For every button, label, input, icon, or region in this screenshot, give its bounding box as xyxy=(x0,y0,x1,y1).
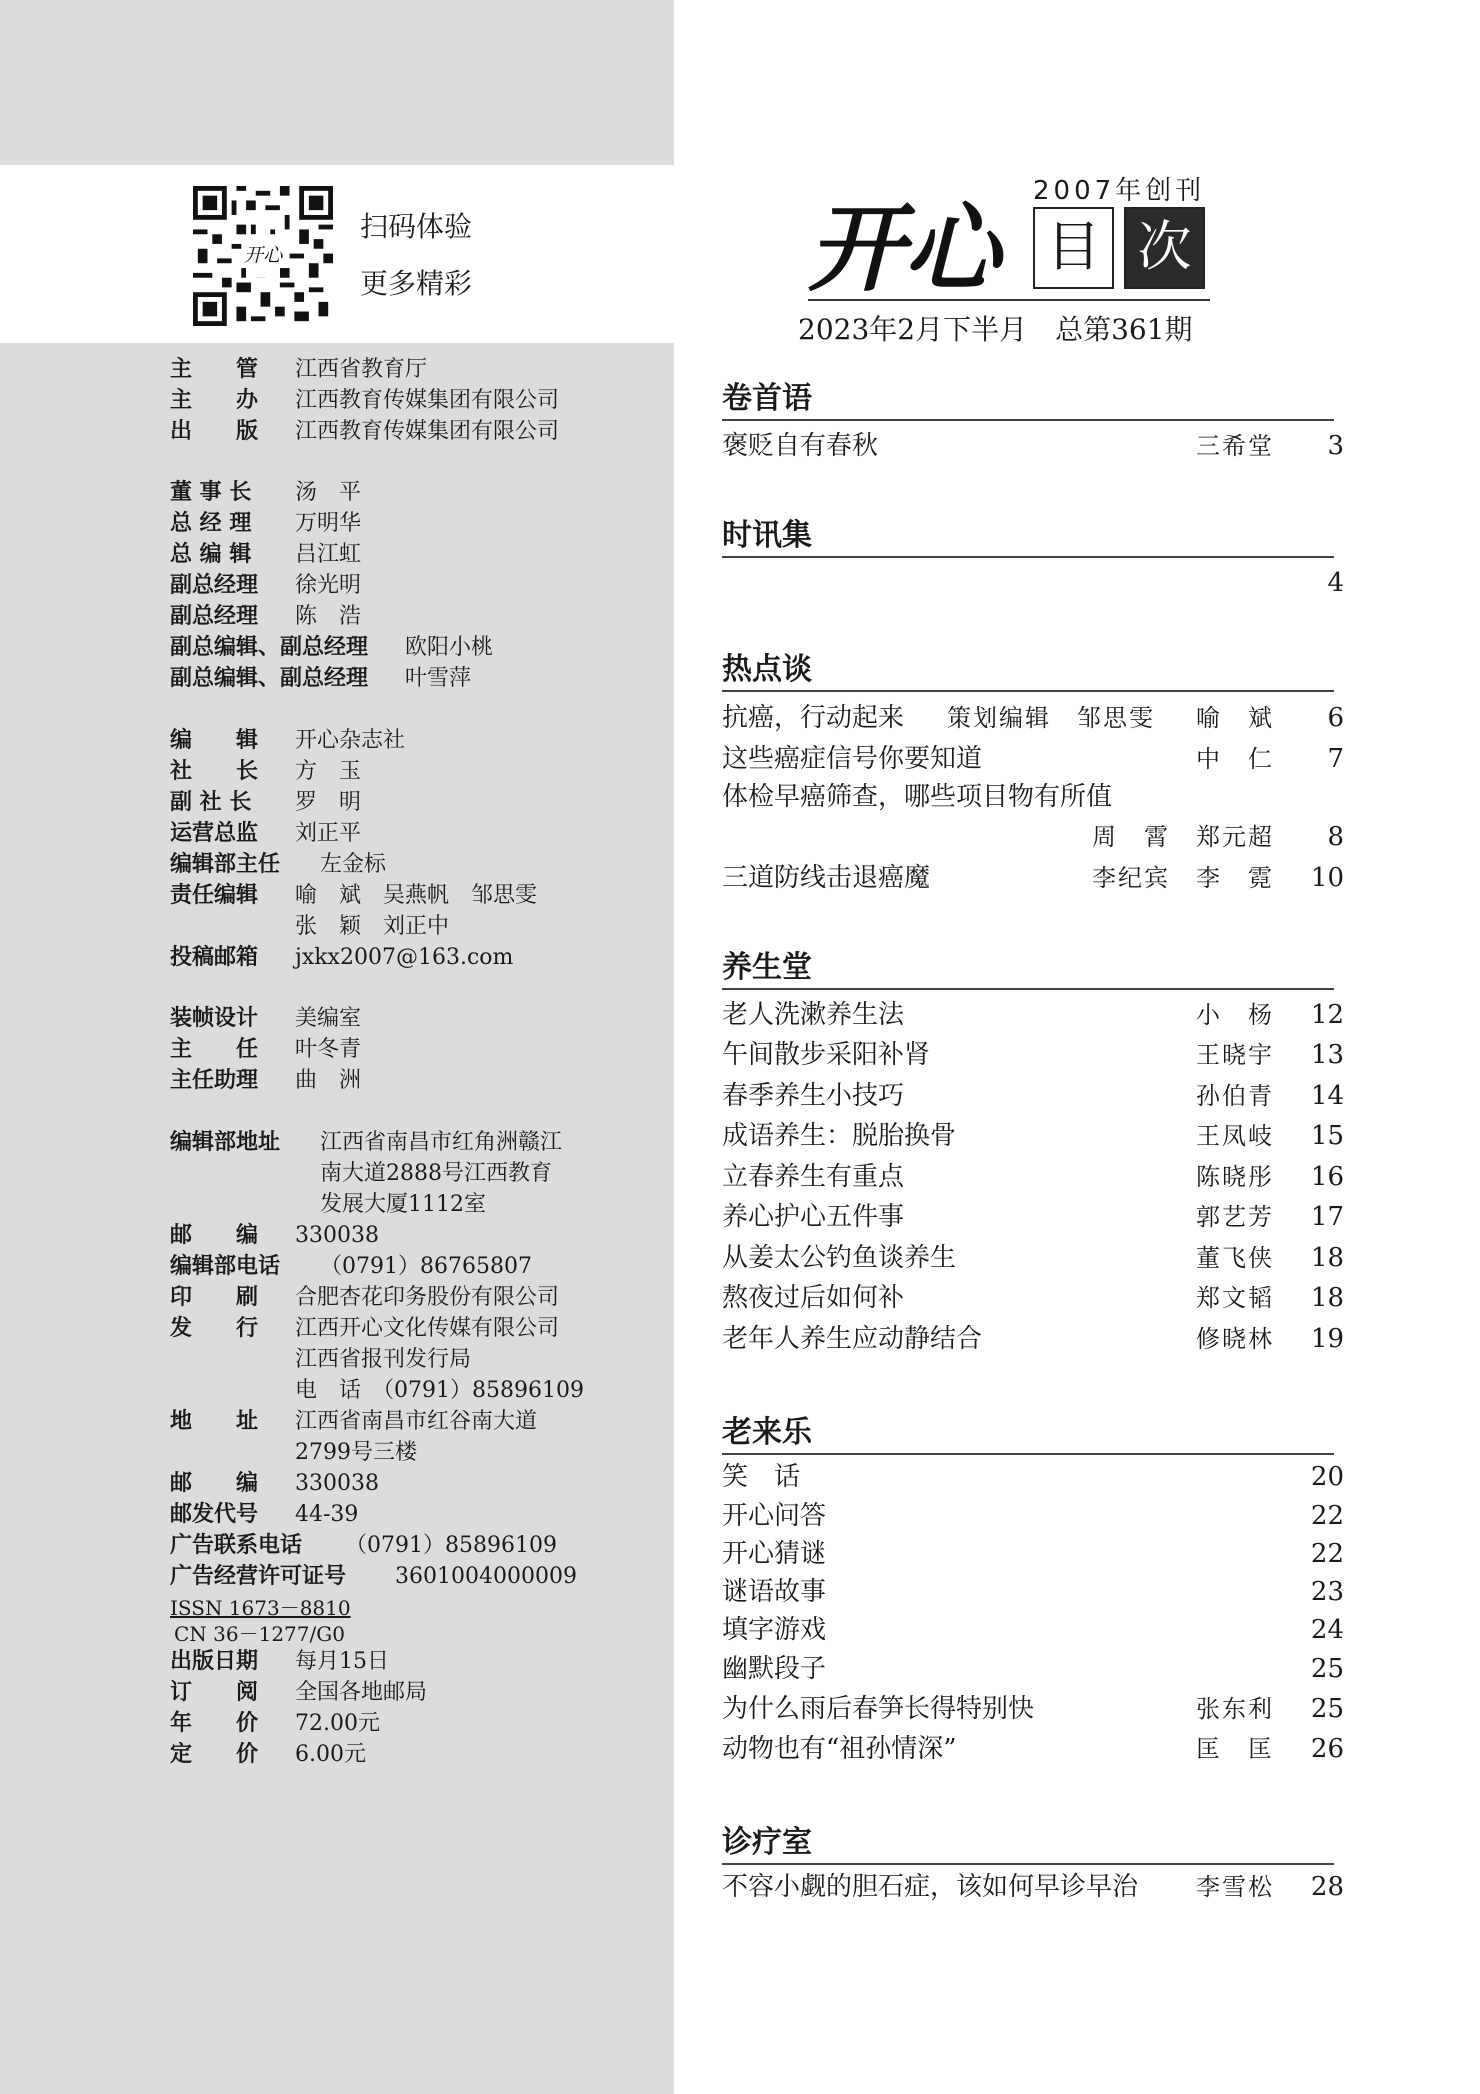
label-publish-date: 出版日期 xyxy=(170,1649,259,1674)
toc-item-page: 25 xyxy=(1310,1694,1344,1724)
label-deputy-gm-1: 副总经理 xyxy=(170,573,259,598)
kaixin-logo-icon xyxy=(808,190,1028,300)
label-editorial-director: 编辑部主任 xyxy=(170,852,281,877)
label-postal-code-number: 邮发代号 xyxy=(170,1502,259,1527)
value-distribution-phone: 电 话 （0791）85896109 xyxy=(295,1378,584,1403)
toc-item[interactable] xyxy=(722,1035,1344,1075)
toc-item[interactable] xyxy=(722,1867,1344,1907)
toc-item-title: 动物也有“祖孙情深” xyxy=(722,1734,957,1764)
value-postal-code-number: 44-39 xyxy=(295,1502,359,1527)
toc-item-author: 王凤岐 xyxy=(1196,1122,1274,1150)
label-deputy-editor-1: 副总编辑、副总经理 xyxy=(170,635,369,660)
value-general-manager: 万明华 xyxy=(295,511,362,536)
svg-text:开心: 开心 xyxy=(243,243,283,267)
toc-item-author: 小 杨 xyxy=(1196,1001,1274,1029)
label-subscription: 订 阅 xyxy=(170,1680,259,1705)
issue-info: 2023年2月下半月 总第361期 xyxy=(798,313,1193,346)
label-responsible-editors: 责任编辑 xyxy=(170,883,259,908)
toc-item-page: 19 xyxy=(1310,1324,1344,1354)
toc-item-page: 14 xyxy=(1310,1081,1344,1111)
toc-item-title: 为什么雨后春笋长得特别快 xyxy=(722,1694,1035,1724)
toc-item[interactable] xyxy=(722,698,1344,738)
qr-code-icon[interactable] xyxy=(193,186,333,326)
value-deputy-editor-1: 欧阳小桃 xyxy=(405,635,494,660)
value-printing: 合肥杏花印务股份有限公司 xyxy=(295,1285,560,1310)
label-president: 社 长 xyxy=(170,759,259,784)
value-publish-date: 每月15日 xyxy=(295,1649,389,1674)
toc-title xyxy=(1033,207,1205,285)
toc-item-page: 10 xyxy=(1310,863,1344,893)
toc-item-author: 三希堂 xyxy=(1196,432,1274,460)
toc-title-char-2: 次 xyxy=(1124,207,1205,289)
value-postcode-2: 330038 xyxy=(295,1471,379,1496)
header-rule xyxy=(808,299,1210,301)
toc-item-title: 这些癌症信号你要知道 xyxy=(722,744,983,774)
section-title-hot-topics: 热点谈 xyxy=(722,652,1334,692)
label-editorial-address: 编辑部地址 xyxy=(170,1130,281,1155)
label-chairman: 董 事 长 xyxy=(170,480,252,505)
toc-item-author: 孙伯青 xyxy=(1196,1082,1274,1110)
toc-item-page: 22 xyxy=(1310,1539,1344,1569)
label-director: 主 任 xyxy=(170,1037,259,1062)
toc-item-page: 26 xyxy=(1310,1734,1344,1764)
toc-item[interactable] xyxy=(722,1197,1344,1237)
toc-item[interactable] xyxy=(722,858,1344,898)
label-unit-price: 定 价 xyxy=(170,1742,259,1767)
label-postcode-2: 邮 编 xyxy=(170,1471,259,1496)
toc-item-author: 张东利 xyxy=(1196,1695,1274,1723)
value-address-2: 2799号三楼 xyxy=(295,1440,417,1465)
label-director-assistant: 主任助理 xyxy=(170,1068,259,1093)
value-director-assistant: 曲 洲 xyxy=(295,1068,362,1093)
value-operations-director: 刘正平 xyxy=(295,821,362,846)
toc-item-page: 23 xyxy=(1310,1577,1344,1607)
toc-item-author: 董飞侠 xyxy=(1196,1244,1274,1272)
toc-item-page: 18 xyxy=(1310,1243,1344,1273)
value-annual-price: 72.00元 xyxy=(295,1711,380,1736)
toc-item-page: 6 xyxy=(1327,703,1344,733)
value-deputy-gm-1: 徐光明 xyxy=(295,573,362,598)
label-general-manager: 总 经 理 xyxy=(170,511,252,536)
toc-item-page: 7 xyxy=(1327,744,1344,774)
toc-item-page: 13 xyxy=(1310,1040,1344,1070)
label-postcode-1: 邮 编 xyxy=(170,1223,259,1248)
value-editorial-phone: （0791）86765807 xyxy=(320,1254,532,1279)
toc-item-title: 成语养生：脱胎换骨 xyxy=(722,1121,957,1151)
toc-item[interactable] xyxy=(722,1157,1344,1197)
toc-item-author: 喻 斌 xyxy=(1196,704,1274,732)
toc-item[interactable] xyxy=(722,426,1344,466)
toc-item-page: 4 xyxy=(1327,568,1344,598)
toc-item-page: 18 xyxy=(1310,1283,1344,1313)
value-president: 方 玉 xyxy=(295,759,362,784)
left-top-band xyxy=(0,0,674,165)
toc-item[interactable] xyxy=(722,1729,1344,1769)
toc-item-title: 抗癌，行动起来 xyxy=(722,703,905,733)
toc-item[interactable] xyxy=(722,1610,1344,1650)
toc-item[interactable] xyxy=(722,1534,1344,1574)
qr-band xyxy=(0,165,674,343)
section-title-leisure: 老来乐 xyxy=(722,1415,1334,1455)
toc-item-title: 立春养生有重点 xyxy=(722,1162,905,1192)
label-operations-director: 运营总监 xyxy=(170,821,259,846)
value-deputy-editor-2: 叶雪萍 xyxy=(405,666,472,691)
label-distribution: 发 行 xyxy=(170,1316,259,1341)
section-title-clinic: 诊疗室 xyxy=(722,1825,1334,1865)
toc-item-title: 老年人养生应动静结合 xyxy=(722,1324,983,1354)
label-design: 装帧设计 xyxy=(170,1006,259,1031)
value-editorial-address-2: 南大道2888号江西教育 xyxy=(320,1161,552,1186)
label-deputy-editor-2: 副总编辑、副总经理 xyxy=(170,666,369,691)
value-deputy-gm-2: 陈 浩 xyxy=(295,604,362,629)
value-submission-email[interactable]: jxkx2007@163.com xyxy=(295,945,514,970)
toc-item-title: 幽默段子 xyxy=(722,1654,827,1684)
toc-item[interactable] xyxy=(722,1076,1344,1116)
toc-item-page: 17 xyxy=(1310,1202,1344,1232)
value-unit-price: 6.00元 xyxy=(295,1742,366,1767)
toc-item-page: 3 xyxy=(1327,431,1344,461)
toc-item[interactable] xyxy=(722,995,1344,1035)
toc-item-title: 开心问答 xyxy=(722,1501,827,1531)
value-ad-phone: （0791）85896109 xyxy=(345,1533,557,1558)
toc-item-title: 体检早癌筛查，哪些项目物有所值 xyxy=(722,782,1113,812)
value-vice-president: 罗 明 xyxy=(295,790,362,815)
label-sponsor: 主 办 xyxy=(170,388,259,413)
value-sponsor: 江西教育传媒集团有限公司 xyxy=(295,388,560,413)
toc-item[interactable] xyxy=(722,777,1344,817)
toc-item[interactable] xyxy=(722,1319,1344,1359)
toc-item-author: 李雪松 xyxy=(1196,1873,1274,1901)
qr-caption-2: 更多精彩 xyxy=(360,267,473,300)
toc-item-page: 22 xyxy=(1310,1501,1344,1531)
label-printing: 印 刷 xyxy=(170,1285,259,1310)
toc-item-title: 养心护心五件事 xyxy=(722,1202,905,1232)
value-responsible-editors: 喻 斌 吴燕帆 邹思雯 xyxy=(295,883,538,908)
toc-item-author: 匡 匡 xyxy=(1196,1735,1274,1763)
toc-title-char-1: 目 xyxy=(1033,207,1114,289)
toc-item[interactable] xyxy=(722,739,1344,779)
toc-item-page: 24 xyxy=(1310,1615,1344,1645)
toc-item[interactable] xyxy=(722,563,1344,603)
toc-item-author: 郭艺芳 xyxy=(1196,1203,1274,1231)
toc-item-title: 三道防线击退癌魔 xyxy=(722,863,931,893)
toc-item-page: 28 xyxy=(1310,1872,1344,1902)
value-editorial-address: 江西省南昌市红角洲赣江 xyxy=(320,1130,563,1155)
toc-item-author: 修晓林 xyxy=(1196,1325,1274,1353)
label-address: 地 址 xyxy=(170,1409,259,1434)
toc-item-author: 李纪宾 李 霓 xyxy=(1092,864,1274,892)
issn-number: ISSN 1673－8810 xyxy=(170,1596,351,1620)
label-publisher: 出 版 xyxy=(170,419,259,444)
label-editor: 编 辑 xyxy=(170,728,259,753)
value-responsible-editors-2: 张 颖 刘正中 xyxy=(295,914,450,939)
toc-item-title: 老人洗漱养生法 xyxy=(722,1000,905,1030)
toc-item-author: 周 霄 郑元超 xyxy=(1092,823,1274,851)
logo-text: 开心 xyxy=(808,192,1000,300)
label-deputy-gm-2: 副总经理 xyxy=(170,604,259,629)
toc-item-title: 笑 话 xyxy=(722,1462,801,1492)
toc-item[interactable] xyxy=(722,1496,1344,1536)
toc-item[interactable] xyxy=(722,1238,1344,1278)
toc-item-page: 12 xyxy=(1310,1000,1344,1030)
value-director: 叶冬青 xyxy=(295,1037,362,1062)
toc-item-page: 16 xyxy=(1310,1162,1344,1192)
label-submission-email: 投稿邮箱 xyxy=(170,945,259,970)
cn-number: CN 36－1277/G0 xyxy=(174,1622,345,1646)
toc-item-author: 中 仁 xyxy=(1196,745,1274,773)
value-editorial-address-3: 发展大厦1112室 xyxy=(320,1192,486,1217)
value-distribution: 江西开心文化传媒有限公司 xyxy=(295,1316,560,1341)
value-distribution-2: 江西省报刊发行局 xyxy=(295,1347,472,1372)
qr-caption-1: 扫码体验 xyxy=(360,210,473,243)
section-title-foreword: 卷首语 xyxy=(722,381,1334,421)
label-editor-in-chief: 总 编 辑 xyxy=(170,542,252,567)
toc-item-author: 郑文韬 xyxy=(1196,1284,1274,1312)
toc-item-title: 填字游戏 xyxy=(722,1615,827,1645)
toc-item-planner: 策划编辑 邹思雯 xyxy=(947,704,1155,732)
label-editorial-phone: 编辑部电话 xyxy=(170,1254,281,1279)
toc-item-title: 从姜太公钓鱼谈养生 xyxy=(722,1243,957,1273)
toc-item-title: 谜语故事 xyxy=(722,1577,827,1607)
toc-item[interactable] xyxy=(722,1689,1344,1729)
toc-item-page: 8 xyxy=(1327,822,1344,852)
toc-item[interactable] xyxy=(722,1116,1344,1156)
section-title-news: 时讯集 xyxy=(722,518,1334,558)
value-editorial-director: 左金标 xyxy=(320,852,387,877)
label-ad-license: 广告经营许可证号 xyxy=(170,1564,347,1589)
label-vice-president: 副 社 长 xyxy=(170,790,252,815)
value-design: 美编室 xyxy=(295,1006,362,1031)
toc-item-page: 20 xyxy=(1310,1462,1344,1492)
value-subscription: 全国各地邮局 xyxy=(295,1680,428,1705)
toc-item-continued[interactable] xyxy=(722,817,1344,857)
value-chairman: 汤 平 xyxy=(295,480,362,505)
toc-item-page: 25 xyxy=(1310,1654,1344,1684)
toc-item[interactable] xyxy=(722,1649,1344,1689)
founded-year: 2007年创刊 xyxy=(1033,176,1206,206)
toc-item-title: 午间散步采阳补肾 xyxy=(722,1040,931,1070)
toc-item[interactable] xyxy=(722,1278,1344,1318)
toc-item-title: 不容小觑的胆石症，该如何早诊早治 xyxy=(722,1872,1139,1902)
value-supervisor: 江西省教育厅 xyxy=(295,357,428,382)
value-editor-in-chief: 吕江虹 xyxy=(295,542,362,567)
label-supervisor: 主 管 xyxy=(170,357,259,382)
toc-item-author: 王晓宇 xyxy=(1196,1041,1274,1069)
value-postcode-1: 330038 xyxy=(295,1223,379,1248)
toc-item-author: 陈晓彤 xyxy=(1196,1163,1274,1191)
toc-item-title: 开心猜谜 xyxy=(722,1539,827,1569)
toc-item[interactable] xyxy=(722,1572,1344,1612)
value-ad-license: 3601004000009 xyxy=(395,1564,577,1589)
toc-item-title: 褒贬自有春秋 xyxy=(722,431,879,461)
value-publisher: 江西教育传媒集团有限公司 xyxy=(295,419,560,444)
value-editor: 开心杂志社 xyxy=(295,728,406,753)
toc-item[interactable] xyxy=(722,1457,1344,1497)
section-title-health: 养生堂 xyxy=(722,950,1334,990)
label-annual-price: 年 价 xyxy=(170,1711,259,1736)
label-ad-phone: 广告联系电话 xyxy=(170,1533,303,1558)
toc-item-title: 熬夜过后如何补 xyxy=(722,1283,905,1313)
value-address: 江西省南昌市红谷南大道 xyxy=(295,1409,538,1434)
toc-item-title: 春季养生小技巧 xyxy=(722,1081,905,1111)
toc-item-page: 15 xyxy=(1310,1121,1344,1151)
